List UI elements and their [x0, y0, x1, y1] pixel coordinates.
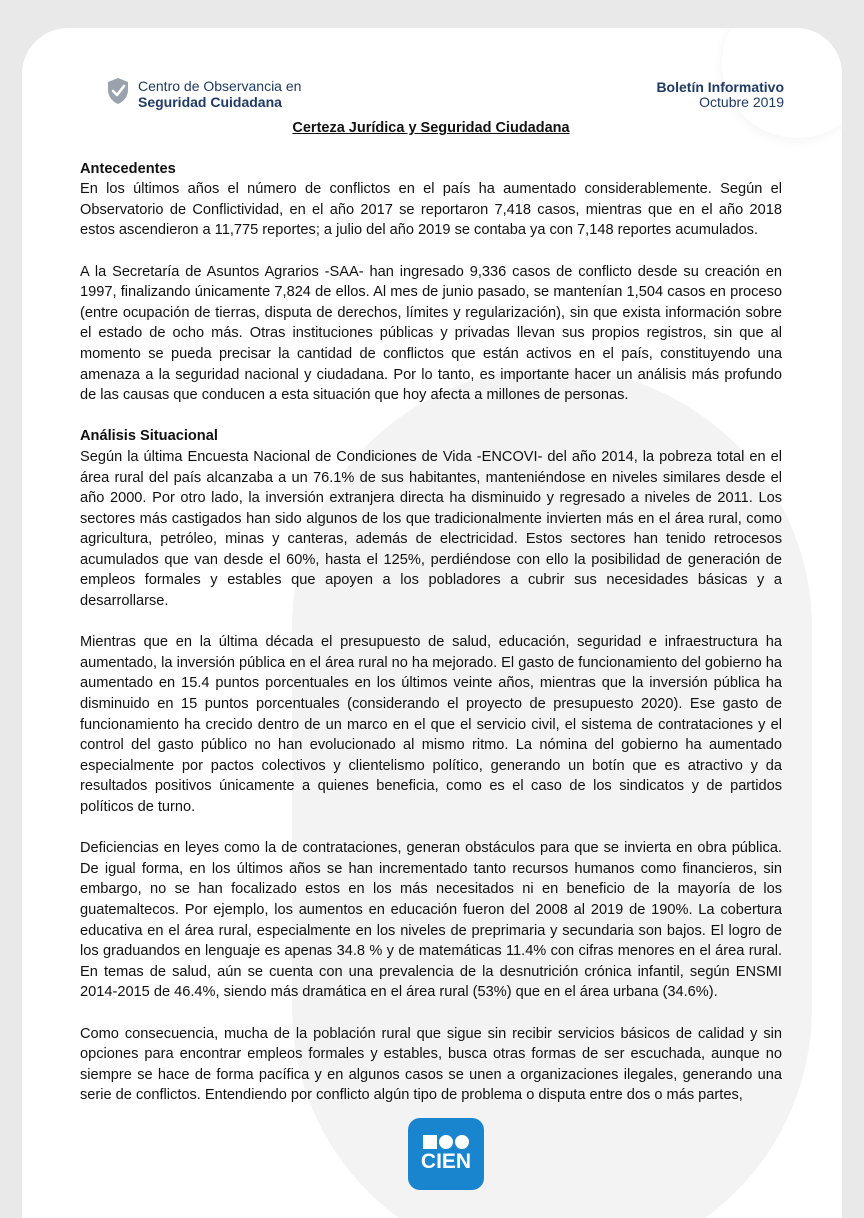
bulletin-info [656, 80, 784, 110]
bulletin-date: Octubre 2019 [699, 94, 784, 110]
shield-check-icon [106, 77, 130, 110]
paragraph: Mientras que en la última década el presupuesto de salud, educación, seguridad e infraestructura ha aumentado, la inversión pública en el área rural no ha mejorado. El gasto de funcionamiento del gobierno ha aumentado en 15.4 puntos porcentuales en los últimos veinte años, mientras que la inversión pública ha disminuido en 15 puntos porcentuales (considerando el proyecto de presupuesto 2020). Ese gasto de funcionamiento ha crecido dentro de un marco en el que el servicio civil, el sistema de contrataciones y el control del gasto público no han evolucionado al mismo ritmo. La nómina del gobierno ha aumentado especialmente por pactos colectivos y clientelismo político, generando un botín que es atractivo y da resultados positivos únicamente a quienes beneficia, como es el caso de los sindicatos y de partidos políticos de turno. [80, 634, 782, 815]
org-name [138, 78, 301, 110]
document-page [22, 28, 842, 1218]
document-header [22, 28, 842, 118]
paragraph: A la Secretaría de Asuntos Agrarios -SAA- han ingresado 9,336 casos de conflicto desde su creación en 1997, finalizando únicamente 7,824 de ellos. Al mes de junio pasado, se mantenían 1,504 casos en proceso (entre ocupación de tierras, disputa de derechos, límites y regularización), sin que exista información sobre el estado de ocho más. Otras instituciones públicas y privadas llevan sus propios registros, sin que al momento se pueda precisar la cantidad de conflictos que están activos en el país, constituyendo una amenaza a la seguridad nacional y ciudadana. Por lo tanto, es importante hacer un análisis más profundo de las causas que conducen a esta situación que hoy afecta a millones de personas. [80, 263, 782, 404]
section-heading-antecedentes: Antecedentes [80, 160, 176, 177]
cien-logo [408, 1118, 484, 1190]
paragraph: Deficiencias en leyes como la de contrataciones, generan obstáculos para que se invierta en obra pública. De igual forma, en los últimos años se han incrementado tanto recursos humanos como financieros, sin embargo, no se han focalizado estos en los más necesitados ni en beneficio de la mayoría de los guatemaltecos. Por ejemplo, los aumentos en educación fueron del 2008 al 2019 de 190%. La cobertura educativa en el área rural, especialmente en los niveles de preprimaria y secundaria son bajos. El logro de los graduandos en lenguaje es apenas 34.8 % y de matemáticas 11.4% con cifras menores en el área rural. En temas de salud, aún se cuenta con una prevalencia de la desnutrición crónica infantil, según ENSMI 2014-2015 de 46.4%, siendo más dramática en el área rural (53%) que en el área urbana (34.6%). [80, 840, 782, 1001]
org-logo [106, 77, 301, 110]
cien-logo-text: CIEN [420, 1150, 472, 1173]
bulletin-title: Boletín Informativo [656, 79, 784, 95]
cien-logo-mark [423, 1135, 469, 1149]
org-name-line2: Seguridad Cuidadana [138, 93, 282, 110]
paragraph: En los últimos años el número de conflictos en el país ha aumentado considerablemente. Según el Observatorio de Conflictividad, en el año 2017 se reportaron 7,418 casos, mientras que en el año 2018 estos ascendieron a 11,775 reportes; a julio del año 2019 se contaba ya con 7,148 reportes acumulados. [80, 181, 782, 239]
paragraph: Según la última Encuesta Nacional de Condiciones de Vida -ENCOVI- del año 2014, la pobreza total en el área rural del país alcanzaba a un 76.1% de sus habitantes, manteniéndose en niveles similares desde el año 2000. Por otro lado, la inversión extranjera directa ha disminuido y regresado a niveles de 2011. Los sectores más castigados han sido algunos de los que tradicionalmente invierten más en el área rural, como agricultura, petróleo, minas y canteras, además de electricidad. Estos sectores han tenido retrocesos acumulados que van desde el 60%, hasta el 125%, perdiéndose con ello la posibilidad de generación de empleos formales y estables que apoyen a los pobladores a cubrir sus necesidades básicas y a desarrollarse. [80, 448, 782, 610]
document-body [80, 118, 782, 1127]
document-title: Certeza Jurídica y Seguridad Ciudadana [292, 120, 570, 136]
paragraph: Como consecuencia, mucha de la población rural que sigue sin recibir servicios básicos de calidad y sin opciones para encontrar empleos formales y estables, busca otras formas de ser escuchada, aunque no siempre se hace de forma pacífica y en algunos casos se unen a organizaciones ilegales, generando una serie de conflictos. Entendiendo por conflicto algún tipo de problema o disputa entre dos o más partes, [80, 1025, 782, 1104]
org-name-line1: Centro de Observancia en [138, 77, 302, 94]
section-heading-analisis: Análisis Situacional [80, 428, 218, 445]
